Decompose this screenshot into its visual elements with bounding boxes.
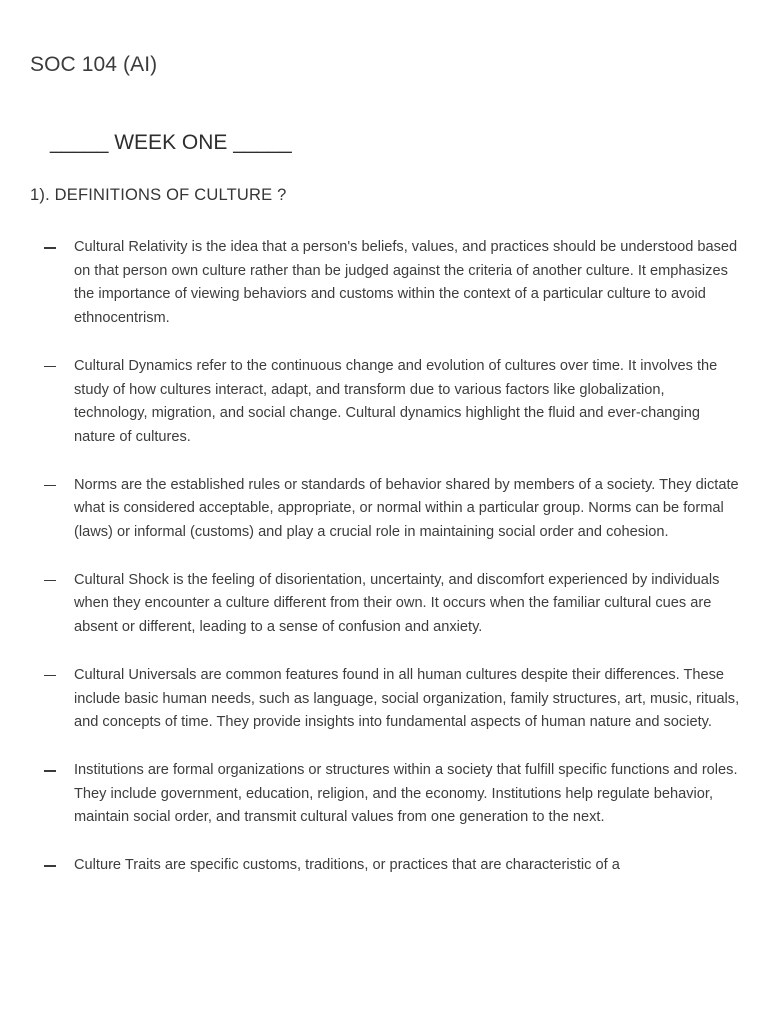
- list-item: [0, 759, 768, 830]
- list-item: [0, 236, 768, 331]
- list-item: [0, 664, 768, 735]
- definition-text: Cultural Shock is the feeling of disorientation, uncertainty, and discomfort experienced by individuals when they encounter a culture different from their own. It occurs when the familiar cultural cues are absent or different, leading to a sense of confusion and anxiety.: [74, 571, 720, 636]
- list-item: [0, 569, 768, 640]
- definition-list: [0, 236, 768, 902]
- definition-text: Norms are the established rules or standards of behavior shared by members of a society. They dictate what is considered acceptable, appropriate, or normal within a particular group. Norms can be formal (laws) or informal (customs) and play a crucial role in maintaining social order and cohesion.: [74, 476, 739, 541]
- dash-bullet-icon: [44, 485, 56, 487]
- dash-bullet-icon: [44, 366, 56, 368]
- definition-text: Culture Traits are specific customs, traditions, or practices that are characteristic of a: [74, 857, 620, 874]
- definition-text: Institutions are formal organizations or structures within a society that fulfill specific functions and roles. They include government, education, religion, and the economy. Institutions help regulate behavior, maintain social order, and transmit cultural values from one generation to the next.: [74, 761, 738, 826]
- dash-bullet-icon: [44, 580, 56, 582]
- dash-bullet-icon: [44, 247, 56, 249]
- document-title: SOC 104 (AI): [30, 53, 158, 76]
- dash-bullet-icon: [44, 675, 56, 677]
- dash-bullet-icon: [44, 865, 56, 867]
- definition-text: Cultural Dynamics refer to the continuous change and evolution of cultures over time. It involves the study of how cultures interact, adapt, and transform due to various factors like globalization, technology, migration, and social change. Cultural dynamics highlight the fluid and ever-changing nature of cultures.: [74, 357, 718, 445]
- dash-bullet-icon: [44, 770, 56, 772]
- section-heading: 1). DEFINITIONS OF CULTURE ?: [30, 186, 287, 204]
- week-heading: _____ WEEK ONE _____: [50, 131, 292, 154]
- list-item: [0, 474, 768, 545]
- definition-text: Cultural Relativity is the idea that a person's beliefs, values, and practices should be understood based on that person own culture rather than be judged against the criteria of another culture. It emphasizes the importance of viewing behaviors and customs within the context of a particular culture to avoid ethnocentrism.: [74, 239, 738, 327]
- list-item: [0, 355, 768, 450]
- list-item: [0, 854, 768, 878]
- definition-text: Cultural Universals are common features found in all human cultures despite their differences. These include basic human needs, such as language, social organization, family structures, art, music, rituals, and concepts of time. They provide insights into fundamental aspects of human nature and society.: [74, 666, 740, 731]
